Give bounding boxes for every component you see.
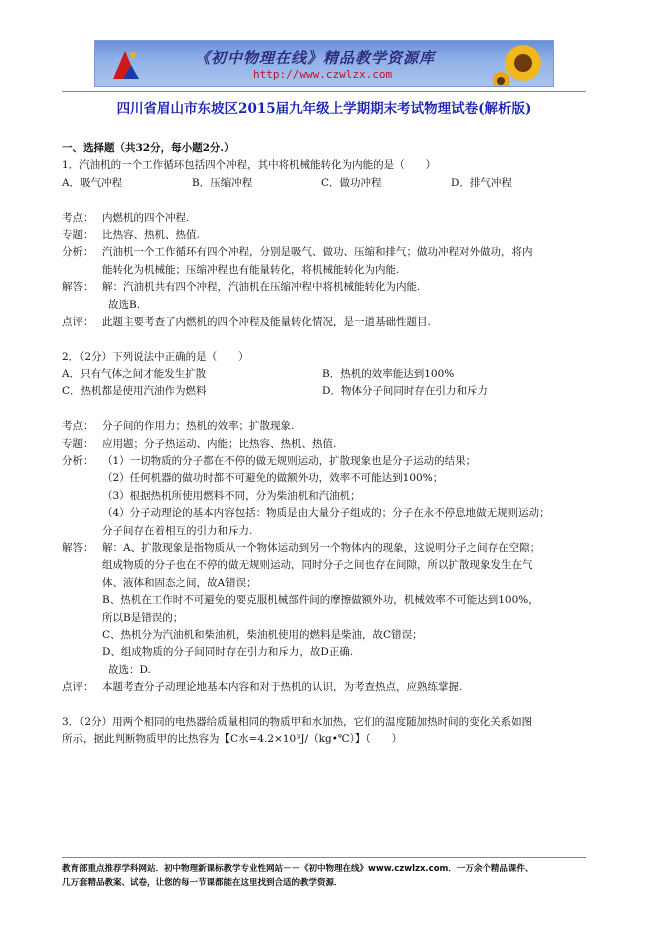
- q2-fenxi-5: 分子间存在着相互的引力和斥力.: [102, 524, 253, 537]
- q2-zhuanti: [62, 436, 592, 453]
- site-logo-icon: [105, 45, 145, 85]
- label-jieda: 解答：: [62, 541, 94, 554]
- kaodian-text: 内燃机的四个冲程.: [102, 211, 190, 224]
- option-d: D．物体分子间同时存在引力和斥力: [322, 385, 488, 398]
- q2-jieda-2: 组成物质的分子也在不停的做无规则运动，同时分子之间也存在间隙，所以扩散现象发生在气: [102, 559, 533, 572]
- header-divider: [62, 91, 586, 92]
- banner-slogan: 《初中物理在线》精品教学资源库: [195, 49, 436, 67]
- label-kaodian: 考点：: [62, 211, 94, 224]
- q1-answer: 故选B.: [108, 298, 141, 311]
- q1-kaodian: [62, 210, 592, 227]
- label-fenxi: 分析：: [62, 246, 94, 259]
- option-c: C．热机都是使用汽油作为燃料: [62, 385, 207, 398]
- fenxi-text: （1）一切物质的分子都在不停的做无规则运动，扩散现象也是分子运动的结果；: [102, 455, 477, 468]
- header-banner: [94, 40, 554, 87]
- q2-jieda-5: 所以B是错误的；: [102, 611, 184, 624]
- q2-dianping: [62, 679, 592, 696]
- option-d: D．排气冲程: [451, 176, 512, 189]
- q1-fenxi-cont: 能转化为机械能；压缩冲程也有能量转化，将机械能转化为内能.: [102, 263, 400, 276]
- question-2-options-row1: [62, 366, 592, 383]
- q2-fenxi: [62, 453, 592, 470]
- sunflower-icon: [493, 41, 549, 87]
- q2-jieda: [62, 540, 592, 557]
- option-b: B．热机的效率能达到100%: [322, 368, 455, 381]
- q2-jieda-4: B、热机在工作时不可避免的要克服机械部件间的摩擦做额外功，机械效率不可能达到100%，: [102, 594, 539, 607]
- label-fenxi: 分析：: [62, 455, 94, 468]
- jieda-text: 解：汽油机共有四个冲程，汽油机在压缩冲程中将机械能转化为内能.: [102, 281, 421, 294]
- section-heading: 一、选择题（共32分，每小题2分.）: [62, 142, 235, 154]
- q1-dianping: [62, 314, 592, 331]
- q1-jieda: [62, 279, 592, 296]
- jieda-text: 解：A、扩散现象是指物质从一个物体运动到另一个物体内的现象，这说明分子之间存在空隙；: [102, 541, 541, 554]
- banner-url: http://www.czwlzx.com: [253, 68, 393, 81]
- question-3-stem: 3．（2分）用两个相同的电热器给质量相同的物质甲和水加热，它们的温度随加热时间的变化关系如图: [62, 715, 533, 728]
- dianping-text: 本题考查分子动理论地基本内容和对于热机的认识，为考查热点，应熟练掌握.: [102, 681, 463, 694]
- dianping-text: 此题主要考查了内燃机的四个冲程及能量转化情况，是一道基础性题目.: [102, 315, 431, 328]
- question-2-stem: 2．（2分）下列说法中正确的是（ ）: [62, 350, 249, 363]
- q2-fenxi-4: （4）分子动理论的基本内容包括：物质是由大量分子组成的；分子在永不停息地做无规则运动；: [102, 507, 550, 520]
- page-footer: [62, 862, 602, 890]
- fenxi-text: 汽油机一个工作循环有四个冲程，分别是吸气、做功、压缩和排气；做功冲程对外做功，将内: [102, 246, 533, 259]
- zhuanti-text: 应用题；分子热运动、内能；比热容、热机、热值.: [102, 437, 337, 450]
- q2-jieda-7: D、组成物质的分子间同时存在引力和斥力，故D正确.: [102, 646, 354, 659]
- kaodian-text: 分子间的作用力；热机的效率；扩散现象.: [102, 420, 295, 433]
- zhuanti-text: 比热容、热机、热值.: [102, 228, 200, 241]
- question-2-options-row2: [62, 383, 592, 400]
- page-title: 四川省眉山市东坡区2015届九年级上学期期末考试物理试卷(解析版): [116, 101, 532, 117]
- option-c: C．做功冲程: [321, 176, 382, 189]
- question-1-options: [62, 175, 592, 192]
- label-zhuanti: 专题：: [62, 437, 94, 450]
- footer-line-1: 教育部重点推荐学科网站．初中物理新课标教学专业性网站－－《初中物理在线》www.czwlzx.com．一万余个精品课件、: [62, 864, 534, 874]
- option-a: A．吸气冲程: [62, 176, 123, 189]
- question-1-stem: 1．汽油机的一个工作循环包括四个冲程，其中将机械能转化为内能的是（ ）: [62, 159, 437, 172]
- q2-jieda-6: C、热机分为汽油机和柴油机，柴油机使用的燃料是柴油，故C错误；: [102, 628, 423, 641]
- q2-fenxi-3: （3）根据热机所使用燃料不同，分为柴油机和汽油机；: [102, 489, 361, 502]
- q1-zhuanti: [62, 227, 592, 244]
- label-jieda: 解答：: [62, 281, 94, 294]
- q1-fenxi: [62, 244, 592, 261]
- option-a: A．只有气体之间才能发生扩散: [62, 368, 207, 381]
- q2-answer: 故选：D.: [108, 663, 151, 676]
- label-dianping: 点评：: [62, 681, 94, 694]
- option-b: B．压缩冲程: [192, 176, 253, 189]
- footer-line-2: 几万套精品教案、试卷，让您的每一节课都能在这里找到合适的教学资源．: [62, 878, 343, 888]
- label-kaodian: 考点：: [62, 420, 94, 433]
- footer-divider: [62, 857, 586, 858]
- q2-kaodian: [62, 418, 592, 435]
- document-body: [62, 140, 592, 749]
- q2-jieda-3: 体、液体和固态之间，故A错误；: [102, 576, 257, 589]
- q2-fenxi-2: （2）任何机器的做功时都不可避免的做额外功，效率不可能达到100%；: [102, 472, 444, 485]
- question-3-stem-cont: 所示，据此判断物质甲的比热容为【C水=4.2×10³J/（kg•℃）】（ ）: [62, 733, 403, 746]
- label-dianping: 点评：: [62, 315, 94, 328]
- label-zhuanti: 专题：: [62, 228, 94, 241]
